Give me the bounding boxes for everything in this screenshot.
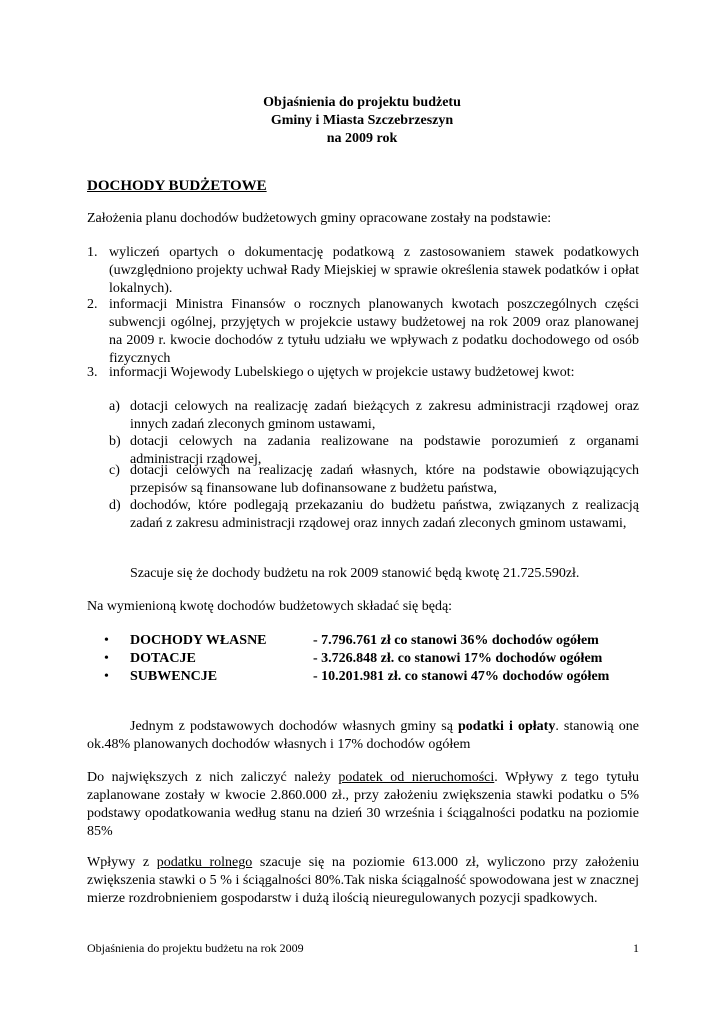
bullet-marker: •: [104, 633, 109, 648]
title-line-3: na 2009 rok: [326, 131, 398, 146]
list-item: informacji Ministra Finansów o rocznych planowanych kwotach poszczególnych części subwencji ogólnej, przyjętych w projekcie ustawy budżetowej na rok 2009 oraz planowanej na 2009 r. kwocie dochodów z tytułu udziału we wpływach z podatku dochodowego od osób fizycznych: [109, 297, 639, 366]
property-tax-paragraph: [87, 769, 639, 841]
property-text-1: Do największych z nich zaliczyć należy: [87, 770, 339, 785]
intro-paragraph: Założenia planu dochodów budżetowych gminy opracowane zostały na podstawie:: [87, 211, 552, 226]
list-letter: c): [109, 463, 120, 478]
footer-text: Objaśnienia do projektu budżetu na rok 2009: [87, 941, 304, 955]
income-category: DOCHODY WŁASNE: [130, 633, 267, 648]
taxes-bold: podatki i opłaty: [458, 719, 556, 734]
income-value: - 10.201.981 zł. co stanowi 47% dochodów ogółem: [313, 669, 610, 684]
list-letter: b): [109, 434, 121, 449]
income-category: SUBWENCJE: [130, 669, 218, 684]
title-line-2: Gminy i Miasta Szczebrzeszyn: [270, 113, 454, 128]
list-item: dotacji celowych na zadania realizowane na podstawie porozumień z organami administracji rządowej,: [130, 434, 639, 467]
taxes-text-1: Jednym z podstawowych dochodów własnych gminy są: [130, 719, 459, 734]
list-letter: d): [109, 498, 121, 513]
document-title: [0, 94, 724, 148]
section-heading: DOCHODY BUDŻETOWE: [87, 178, 267, 194]
bullet-marker: •: [104, 651, 109, 666]
agricultural-tax-term: podatku rolnego: [156, 855, 253, 870]
list-number: 1.: [87, 245, 98, 260]
income-value: - 7.796.761 zł co stanowi 36% dochodów ogółem: [313, 633, 599, 648]
agri-text-2: szacuje się na poziomie 613.000 zł, wyliczono przy założeniu zwiększenia stawki o 5 % i ściągalności 80%.Tak niska ściągalność spowodowana jest w znacznej mierze rozdrobnieniem gospodarstw i dużą ilością nieuregulowanych pozycji spadkowych.: [87, 855, 639, 906]
agricultural-tax-paragraph: [87, 854, 639, 908]
property-tax-term: podatek od nieruchomości: [338, 770, 495, 785]
page-footer: [87, 940, 639, 956]
taxes-text-2: . stanowią one ok.48% planowanych dochodów własnych i 17% dochodów ogółem: [87, 719, 639, 752]
list-item: dotacji celowych na realizację zadań bieżących z zakresu administracji rządowej oraz innych zadań zleconych gminom ustawami,: [130, 399, 639, 432]
list-letter: a): [109, 399, 120, 414]
bullet-marker: •: [104, 669, 109, 684]
list-number: 2.: [87, 297, 98, 312]
income-value: - 3.726.848 zł. co stanowi 17% dochodów ogółem: [313, 651, 603, 666]
estimate-paragraph: Szacuje się że dochody budżetu na rok 2009 stanowić będą kwotę 21.725.590zł.: [130, 566, 580, 581]
list-item: dotacji celowych na realizację zadań własnych, które na podstawie obowiązujących przepisów są finansowane lub dofinansowane z budżetu państwa,: [130, 463, 639, 496]
property-text-2: . Wpływy z tego tytułu zaplanowane zostały w kwocie 2.860.000 zł., przy założeniu zwiększenia stawki podatku o 5% podstawy opodatkowania według stanu na dzień 30 września i ściągalności podatku na poziomie 85%: [87, 770, 639, 839]
title-line-1: Objaśnienia do projektu budżetu: [263, 95, 461, 110]
list-item: dochodów, które podlegają przekazaniu do budżetu państwa, związanych z realizacją zadań z zakresu administracji rządowej oraz innych zadań zleconych gminom ustawami,: [130, 498, 639, 531]
page-number: 1: [633, 941, 639, 955]
list-item: informacji Wojewody Lubelskiego o ujętych w projekcie ustawy budżetowej kwot:: [109, 365, 575, 380]
taxes-paragraph: [87, 718, 639, 754]
composition-intro: Na wymienioną kwotę dochodów budżetowych składać się będą:: [87, 599, 453, 614]
agri-text-1: Wpływy z: [87, 855, 157, 870]
income-category: DOTACJE: [130, 651, 196, 666]
list-number: 3.: [87, 365, 98, 380]
list-item: wyliczeń opartych o dokumentację podatkową z zastosowaniem stawek podatkowych (uwzględniono projekty uchwał Rady Miejskiej w sprawie określenia stawek podatków i opłat lokalnych).: [109, 245, 639, 296]
